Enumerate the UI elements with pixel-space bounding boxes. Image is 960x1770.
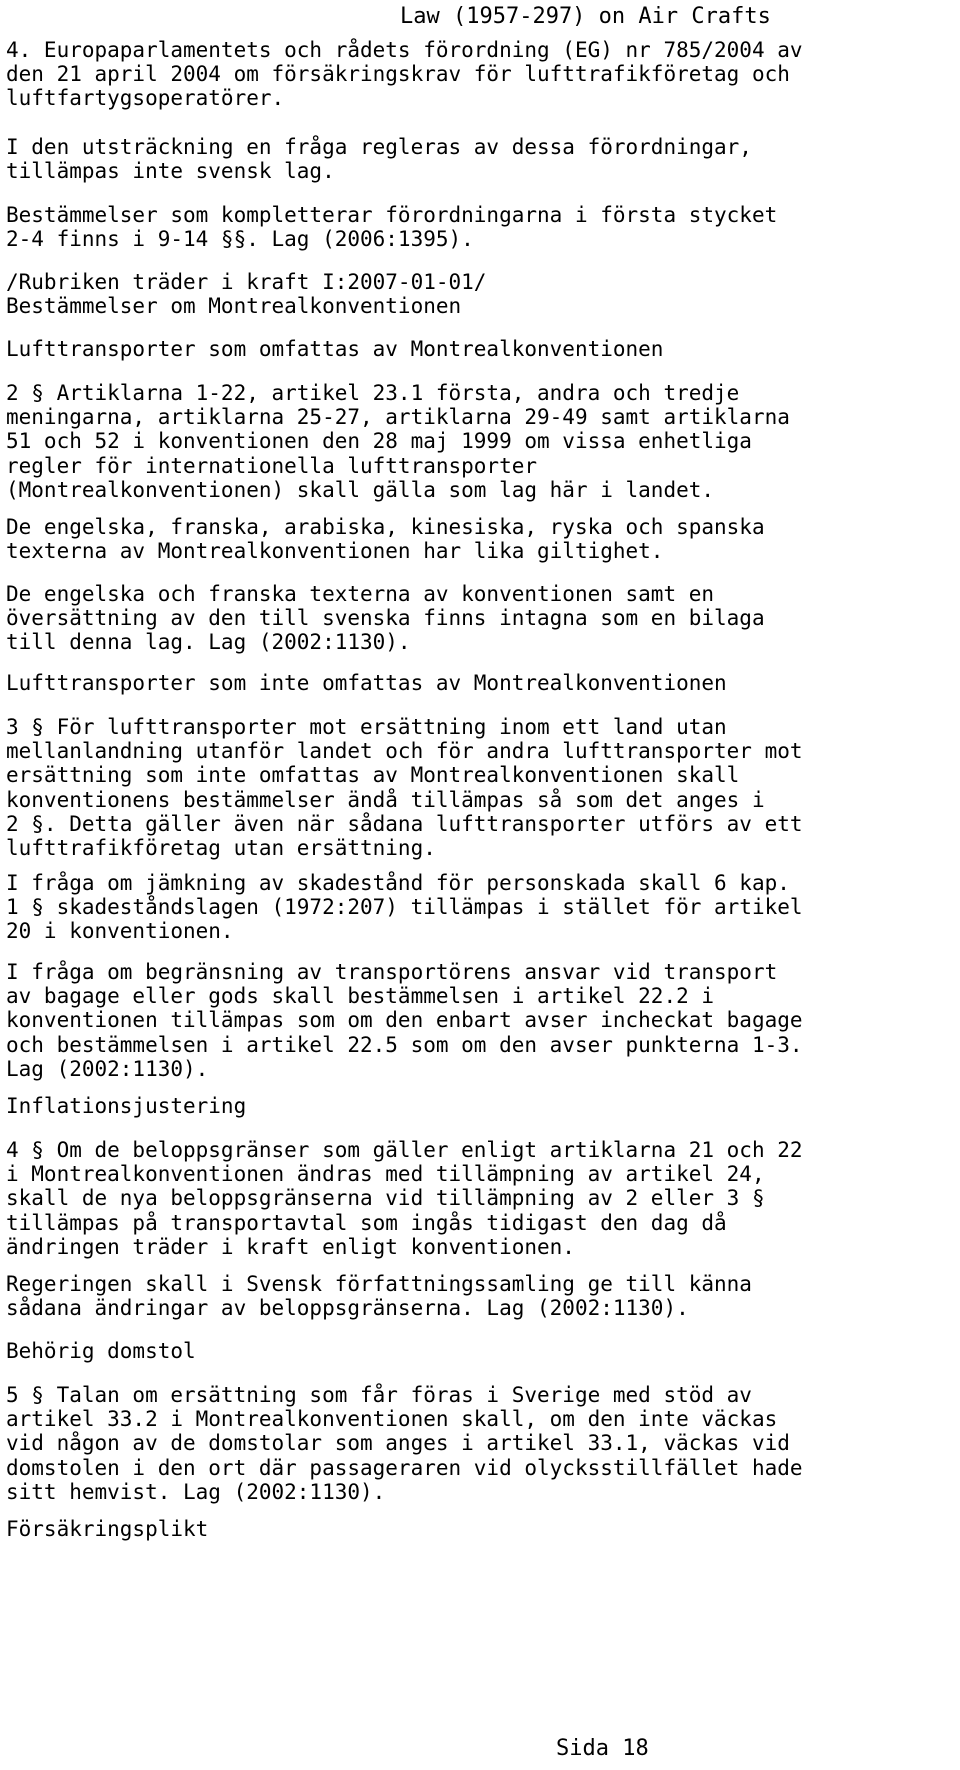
paragraph-supplement: Bestämmelser som kompletterar förordningarna i första stycket 2-4 finns i 9-14 §§. Lag (2006:1395). bbox=[6, 203, 778, 252]
section-5: 5 § Talan om ersättning som får föras i Sverige med stöd av artikel 33.2 i Montrealkonventionen skall, om den inte väckas vid någon av de domstolar som anges i artikel 33.1, väckas vid domstolen i den ort där passageraren vid olycksstillfället hade sitt hemvist. Lag (2002:1130). bbox=[6, 1383, 803, 1504]
paragraph-limitation: I fråga om begränsning av transportörens ansvar vid transport av bagage eller gods skall bestämmelsen i artikel 22.2 i konventionen tillämpas som om den enbart avser incheckat bagage och bestämmelsen i artikel 22.5 som om den avser punkterna 1-3. Lag (2002:1130). bbox=[6, 960, 803, 1081]
paragraph-annex: De engelska och franska texterna av konventionen samt en översättning av den till svenska finns intagna som en bilaga till denna lag. Lag (2002:1130). bbox=[6, 582, 765, 655]
paragraph-government: Regeringen skall i Svensk författningssamling ge till känna sådana ändringar av beloppsgränserna. Lag (2002:1130). bbox=[6, 1272, 752, 1321]
paragraph-eu-regulation: 4. Europaparlamentets och rådets förordning (EG) nr 785/2004 av den 21 april 2004 om försäkringskrav för lufttrafikföretag och luftfartygsoperatörer. bbox=[6, 38, 803, 111]
heading-court: Behörig domstol bbox=[6, 1339, 196, 1363]
heading-insurance: Försäkringsplikt bbox=[6, 1517, 209, 1541]
page-header-title: Law (1957-297) on Air Crafts bbox=[400, 4, 771, 29]
section-3: 3 § För lufttransporter mot ersättning inom ett land utan mellanlandning utanför landet och för andra lufttransporter mot ersättning som inte omfattas av Montrealkonventionen skall konventionens bestämmelser ändå tillämpas så som det anges i 2 §. Detta gäller även när sådana lufttransporter utförs av ett lufttrafikföretag utan ersättning. bbox=[6, 715, 803, 861]
section-2: 2 § Artiklarna 1-22, artikel 23.1 första, andra och tredje meningarna, artiklarna 25-27, artiklarna 29-49 samt artiklarna 51 och 52 i konventionen den 28 maj 1999 om vissa enhetliga regler för internationella lufttransporter (Montrealkonventionen) skall gälla som lag här i landet. bbox=[6, 381, 790, 502]
paragraph-adjustment: I fråga om jämkning av skadestånd för personskada skall 6 kap. 1 § skadeståndslagen (1972:207) tillämpas i stället för artikel 20 i konventionen. bbox=[6, 871, 803, 944]
paragraph-languages: De engelska, franska, arabiska, kinesiska, ryska och spanska texterna av Montrealkonventionen har lika giltighet. bbox=[6, 515, 765, 564]
heading-inflation: Inflationsjustering bbox=[6, 1094, 247, 1118]
rubric-note: /Rubriken träder i kraft I:2007-01-01/ Bestämmelser om Montrealkonventionen bbox=[6, 270, 487, 319]
section-4: 4 § Om de beloppsgränser som gäller enligt artiklarna 21 och 22 i Montrealkonventionen ändras med tillämpning av artikel 24, skall de nya beloppsgränserna vid tillämpning av 2 eller 3 § tillämpas på transportavtal som ingås tidigast den dag då ändringen träder i kraft enligt konventionen. bbox=[6, 1138, 803, 1259]
heading-not-covered-transports: Lufttransporter som inte omfattas av Montrealkonventionen bbox=[6, 671, 727, 695]
paragraph-extent: I den utsträckning en fråga regleras av dessa förordningar, tillämpas inte svensk lag. bbox=[6, 135, 752, 184]
heading-covered-transports: Lufttransporter som omfattas av Montrealkonventionen bbox=[6, 337, 664, 361]
page-number: Sida 18 bbox=[556, 1736, 649, 1761]
